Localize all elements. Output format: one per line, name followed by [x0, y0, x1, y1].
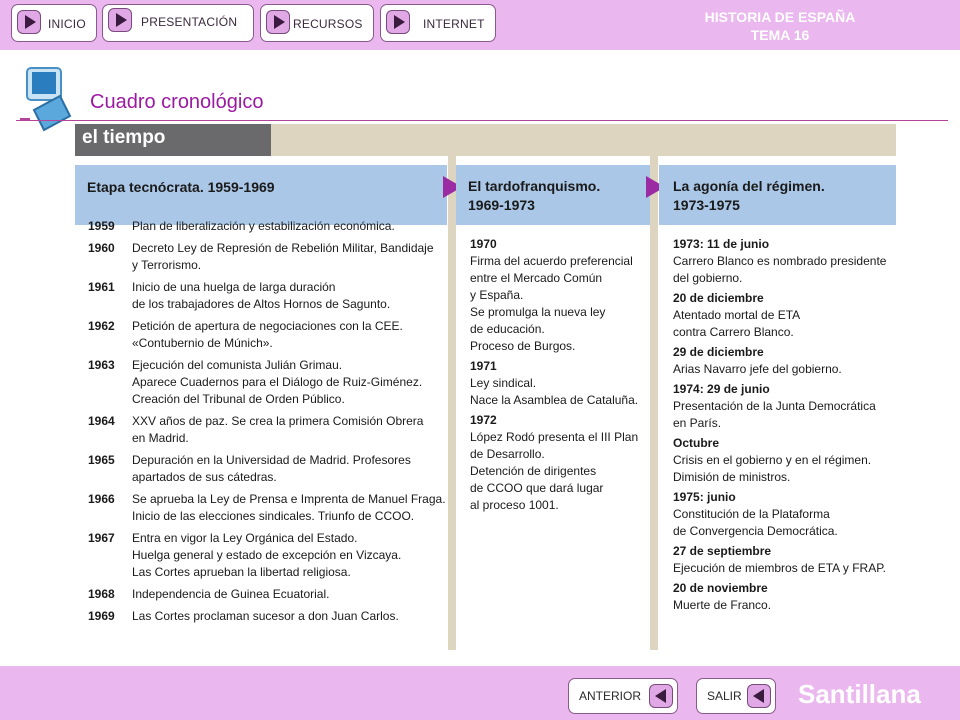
list-item-year: 1962 [88, 319, 115, 333]
list-item-text: Las Cortes proclaman sucesor a don Juan Carlos. [132, 609, 399, 623]
back-arrow-icon [649, 684, 673, 708]
list-item-year: 1964 [88, 414, 115, 428]
list-item [88, 357, 448, 408]
col1-heading [75, 165, 447, 225]
list-item-text: López Rodó presenta el III Plan de Desarrollo. Detención de dirigentes de CCOO que dará lugar al proceso 1001. [470, 430, 639, 512]
list-item [470, 236, 646, 355]
nav-inicio-label: INICIO [48, 17, 86, 31]
subject-title-line1: HISTORIA DE ESPAÑA [704, 9, 856, 25]
column-separator [448, 156, 456, 650]
play-icon [386, 10, 410, 34]
subject-title [670, 8, 890, 44]
list-item-year: 1969 [88, 609, 115, 623]
list-item-head: 1972 [470, 413, 497, 427]
col3-heading [659, 165, 896, 225]
page-decoration-icon [20, 66, 76, 134]
play-icon [108, 8, 132, 32]
previous-button[interactable] [568, 678, 678, 714]
list-item-year: 1963 [88, 358, 115, 372]
list-item-text: Ejecución de miembros de ETA y FRAP. [673, 561, 886, 575]
list-item-year: 1966 [88, 492, 115, 506]
page-title: Cuadro cronológico [90, 91, 264, 113]
list-item-text: Constitución de la Plataforma de Convergencia Democrática. [673, 507, 838, 538]
list-item-head: 27 de septiembre [673, 544, 772, 558]
list-item-year: 1960 [88, 241, 115, 255]
list-item-head: Octubre [673, 436, 720, 450]
list-item-text: Presentación de la Junta Democrática en París. [673, 399, 876, 430]
list-item-text: Plan de liberalización y estabilización económica. [132, 219, 395, 233]
list-item-text: Crisis en el gobierno y en el régimen. Dimisión de ministros. [673, 453, 872, 484]
nav-internet-button[interactable] [380, 4, 496, 42]
list-item [673, 344, 895, 378]
list-item-text: XXV años de paz. Se crea la primera Comisión Obrera en Madrid. [132, 414, 424, 445]
play-icon [17, 10, 41, 34]
list-item-text: Inicio de una huelga de larga duración de los trabajadores de Altos Hornos de Sagunto. [132, 280, 391, 311]
list-item-text: Ejecución del comunista Julián Grimau. Aparece Cuadernos para el Diálogo de Ruiz-Giménez. Creación del Tribunal de Orden Público. [132, 358, 423, 406]
nav-internet-label: INTERNET [423, 17, 485, 31]
list-item [673, 543, 895, 577]
list-item-year: 1968 [88, 587, 115, 601]
list-item [88, 608, 448, 625]
col3-list [673, 236, 895, 617]
column-separator [650, 156, 658, 650]
list-item [88, 413, 448, 447]
nav-recursos-label: RECURSOS [293, 17, 363, 31]
play-icon [266, 10, 290, 34]
list-item-text: Petición de apertura de negociaciones con la CEE. «Contubernio de Múnich». [132, 319, 403, 350]
brand-logo: Santillana [798, 679, 921, 709]
col2-heading [456, 165, 650, 225]
list-item [673, 381, 895, 432]
previous-button-label: ANTERIOR [579, 689, 642, 703]
nav-presentacion-label: PRESENTACIÓN [141, 15, 238, 29]
subject-title-line2: TEMA 16 [750, 27, 810, 43]
list-item [673, 236, 895, 287]
col3-heading-line1: La agonía del régimen. [673, 178, 825, 194]
list-item-head: 1971 [470, 359, 497, 373]
nav-inicio-button[interactable] [11, 4, 97, 42]
col2-list [470, 236, 646, 517]
list-item [88, 586, 448, 603]
col1-list [88, 218, 448, 630]
list-item-year: 1965 [88, 453, 115, 467]
list-item-text: Muerte de Franco. [673, 598, 772, 612]
list-item-head: 1975: junio [673, 490, 736, 504]
nav-recursos-button[interactable] [260, 4, 374, 42]
list-item-text: Ley sindical. Nace la Asamblea de Cataluña. [470, 376, 639, 407]
list-item [673, 580, 895, 614]
list-item [88, 491, 448, 525]
back-arrow-icon [747, 684, 771, 708]
timeline-band-label: el tiempo [75, 124, 271, 156]
list-item [88, 530, 448, 581]
col2-heading-line1: El tardofranquismo. [468, 178, 601, 194]
list-item-year: 1967 [88, 531, 115, 545]
list-item-text: Depuración en la Universidad de Madrid. Profesores apartados de sus cátedras. [132, 453, 411, 484]
list-item [88, 240, 448, 274]
exit-button-label: SALIR [707, 689, 742, 703]
list-item-head: 1970 [470, 237, 497, 251]
list-item-text: Atentado mortal de ETA contra Carrero Blanco. [673, 308, 801, 339]
list-item-text: Independencia de Guinea Ecuatorial. [132, 587, 330, 601]
col2-heading-line2: 1969-1973 [468, 197, 535, 213]
list-item-year: 1959 [88, 219, 115, 233]
list-item-text: Se aprueba la Ley de Prensa e Imprenta de Manuel Fraga. Inicio de las elecciones sindicales. Triunfo de CCOO. [132, 492, 446, 523]
col3-heading-line2: 1973-1975 [673, 197, 740, 213]
list-item [88, 279, 448, 313]
list-item [88, 452, 448, 486]
list-item-text: Decreto Ley de Represión de Rebelión Militar, Bandidaje y Terrorismo. [132, 241, 434, 272]
list-item-head: 20 de diciembre [673, 291, 764, 305]
list-item-head: 20 de noviembre [673, 581, 768, 595]
list-item-head: 29 de diciembre [673, 345, 764, 359]
list-item [88, 218, 448, 235]
list-item-text: Firma del acuerdo preferencial entre el Mercado Común y España. Se promulga la nueva ley de educación. Proceso de Burgos. [470, 254, 633, 353]
exit-button[interactable] [696, 678, 776, 714]
list-item-text: Entra en vigor la Ley Orgánica del Estado. Huelga general y estado de excepción en Vizcaya. Las Cortes aprueban la libertad religiosa. [132, 531, 402, 579]
list-item-text: Carrero Blanco es nombrado presidente del gobierno. [673, 254, 887, 285]
list-item [88, 318, 448, 352]
list-item [470, 412, 646, 514]
list-item-year: 1961 [88, 280, 115, 294]
list-item [673, 435, 895, 486]
list-item [673, 290, 895, 341]
list-item-head: 1973: 11 de junio [673, 237, 770, 251]
title-divider [16, 120, 948, 121]
list-item [470, 358, 646, 409]
list-item-head: 1974: 29 de junio [673, 382, 770, 396]
nav-presentacion-button[interactable] [102, 4, 254, 42]
list-item-text: Arias Navarro jefe del gobierno. [673, 362, 842, 376]
col1-heading-text: Etapa tecnócrata. 1959-1969 [87, 179, 275, 195]
list-item [673, 489, 895, 540]
